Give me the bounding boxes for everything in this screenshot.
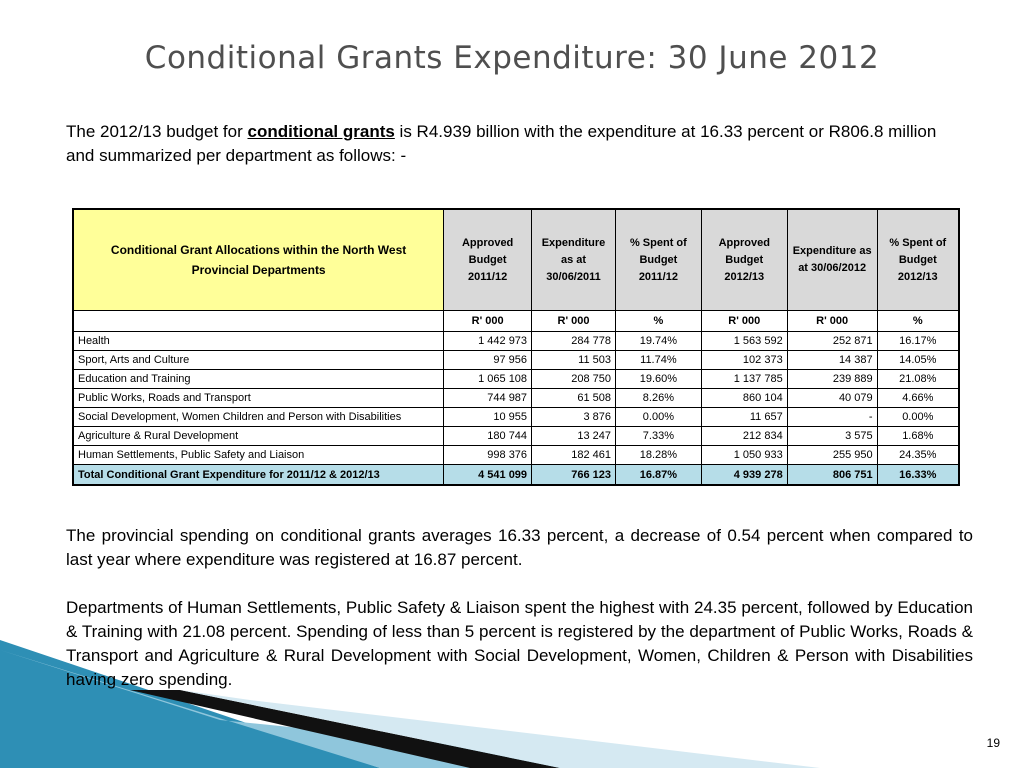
expenditure-2011: 284 778 bbox=[532, 332, 616, 351]
total-label: Total Conditional Grant Expenditure for 2011/12 & 2012/13 bbox=[73, 465, 444, 486]
pct-spent-2012: 16.17% bbox=[877, 332, 959, 351]
expenditure-2012: 252 871 bbox=[787, 332, 877, 351]
units-cell: R' 000 bbox=[444, 311, 532, 332]
summary-paragraph-1: The provincial spending on conditional grants averages 16.33 percent, a decrease of 0.54 percent when compared to last year where expenditure was registered at 16.87 percent. bbox=[66, 526, 973, 569]
pct-spent-2011: 19.74% bbox=[615, 332, 701, 351]
table-row bbox=[73, 351, 959, 370]
intro-after: is R4.939 billion with the expenditure at 16.33 percent or R806.8 million and summarized per department as follows: - bbox=[66, 122, 937, 165]
total-pct-spent-2012: 16.33% bbox=[877, 465, 959, 486]
total-row bbox=[73, 465, 959, 486]
table-header-row bbox=[73, 209, 959, 311]
table-row bbox=[73, 427, 959, 446]
page-number: 19 bbox=[986, 736, 1000, 750]
total-pct-spent-2011: 16.87% bbox=[615, 465, 701, 486]
expenditure-2012: 239 889 bbox=[787, 370, 877, 389]
pct-spent-2011: 18.28% bbox=[615, 446, 701, 465]
pct-spent-2011: 11.74% bbox=[615, 351, 701, 370]
intro-keyword: conditional grants bbox=[247, 122, 395, 141]
approved-budget-2011: 97 956 bbox=[444, 351, 532, 370]
approved-budget-2011: 180 744 bbox=[444, 427, 532, 446]
expenditure-2012: 14 387 bbox=[787, 351, 877, 370]
page-title: Conditional Grants Expenditure: 30 June 2012 bbox=[144, 40, 880, 76]
approved-budget-2012: 212 834 bbox=[701, 427, 787, 446]
units-cell-blank bbox=[73, 311, 444, 332]
grants-table bbox=[72, 208, 960, 486]
approved-budget-2011: 1 442 973 bbox=[444, 332, 532, 351]
pct-spent-2012: 14.05% bbox=[877, 351, 959, 370]
summary-paragraph-2: Departments of Human Settlements, Public Safety & Liaison spent the highest with 24.35 percent, followed by Education & Training with 21.08 percent. Spending of less than 5 percent is registered by the department of Public Works, Roads & Transport and Agriculture & Rural Development with Social Development, Women, Children & Person with Disabilities having zero spending. bbox=[66, 598, 973, 689]
expenditure-2012: 255 950 bbox=[787, 446, 877, 465]
units-cell: R' 000 bbox=[701, 311, 787, 332]
approved-budget-2012: 102 373 bbox=[701, 351, 787, 370]
pct-spent-2011: 8.26% bbox=[615, 389, 701, 408]
department-name: Human Settlements, Public Safety and Liaison bbox=[73, 446, 444, 465]
header-expenditure-2011: Expenditure as at 30/06/2011 bbox=[532, 209, 616, 311]
expenditure-2011: 11 503 bbox=[532, 351, 616, 370]
approved-budget-2012: 1 137 785 bbox=[701, 370, 787, 389]
table-row bbox=[73, 370, 959, 389]
units-cell: R' 000 bbox=[787, 311, 877, 332]
approved-budget-2012: 860 104 bbox=[701, 389, 787, 408]
expenditure-2011: 13 247 bbox=[532, 427, 616, 446]
approved-budget-2012: 1 050 933 bbox=[701, 446, 787, 465]
units-cell: % bbox=[877, 311, 959, 332]
department-name: Public Works, Roads and Transport bbox=[73, 389, 444, 408]
total-expenditure-2012: 806 751 bbox=[787, 465, 877, 486]
intro-before: The 2012/13 budget for bbox=[66, 122, 248, 141]
pct-spent-2011: 7.33% bbox=[615, 427, 701, 446]
approved-budget-2011: 998 376 bbox=[444, 446, 532, 465]
units-cell: R' 000 bbox=[532, 311, 616, 332]
expenditure-2011: 182 461 bbox=[532, 446, 616, 465]
department-name: Education and Training bbox=[73, 370, 444, 389]
header-allocations: Conditional Grant Allocations within the North West Provincial Departments bbox=[73, 209, 444, 311]
pct-spent-2011: 19.60% bbox=[615, 370, 701, 389]
table-row bbox=[73, 446, 959, 465]
expenditure-2012: - bbox=[787, 408, 877, 427]
total-expenditure-2011: 766 123 bbox=[532, 465, 616, 486]
table-row bbox=[73, 332, 959, 351]
header-approved-budget-2012: Approved Budget 2012/13 bbox=[701, 209, 787, 311]
department-name: Health bbox=[73, 332, 444, 351]
approved-budget-2011: 744 987 bbox=[444, 389, 532, 408]
pct-spent-2012: 1.68% bbox=[877, 427, 959, 446]
header-pct-spent-2012: % Spent of Budget 2012/13 bbox=[877, 209, 959, 311]
approved-budget-2012: 1 563 592 bbox=[701, 332, 787, 351]
total-approved-budget-2012: 4 939 278 bbox=[701, 465, 787, 486]
expenditure-2012: 3 575 bbox=[787, 427, 877, 446]
units-cell: % bbox=[615, 311, 701, 332]
expenditure-2012: 40 079 bbox=[787, 389, 877, 408]
units-row bbox=[73, 311, 959, 332]
pct-spent-2012: 4.66% bbox=[877, 389, 959, 408]
pct-spent-2012: 21.08% bbox=[877, 370, 959, 389]
header-expenditure-2012: Expenditure as at 30/06/2012 bbox=[787, 209, 877, 311]
intro-text bbox=[66, 120, 966, 168]
approved-budget-2011: 10 955 bbox=[444, 408, 532, 427]
total-approved-budget-2011: 4 541 099 bbox=[444, 465, 532, 486]
expenditure-2011: 208 750 bbox=[532, 370, 616, 389]
expenditure-2011: 3 876 bbox=[532, 408, 616, 427]
pct-spent-2012: 24.35% bbox=[877, 446, 959, 465]
header-pct-spent-2011: % Spent of Budget 2011/12 bbox=[615, 209, 701, 311]
department-name: Social Development, Women Children and Person with Disabilities bbox=[73, 408, 444, 427]
table-row bbox=[73, 389, 959, 408]
pct-spent-2011: 0.00% bbox=[615, 408, 701, 427]
expenditure-2011: 61 508 bbox=[532, 389, 616, 408]
approved-budget-2012: 11 657 bbox=[701, 408, 787, 427]
table-row bbox=[73, 408, 959, 427]
header-approved-budget-2011: Approved Budget 2011/12 bbox=[444, 209, 532, 311]
pct-spent-2012: 0.00% bbox=[877, 408, 959, 427]
approved-budget-2011: 1 065 108 bbox=[444, 370, 532, 389]
department-name: Sport, Arts and Culture bbox=[73, 351, 444, 370]
department-name: Agriculture & Rural Development bbox=[73, 427, 444, 446]
